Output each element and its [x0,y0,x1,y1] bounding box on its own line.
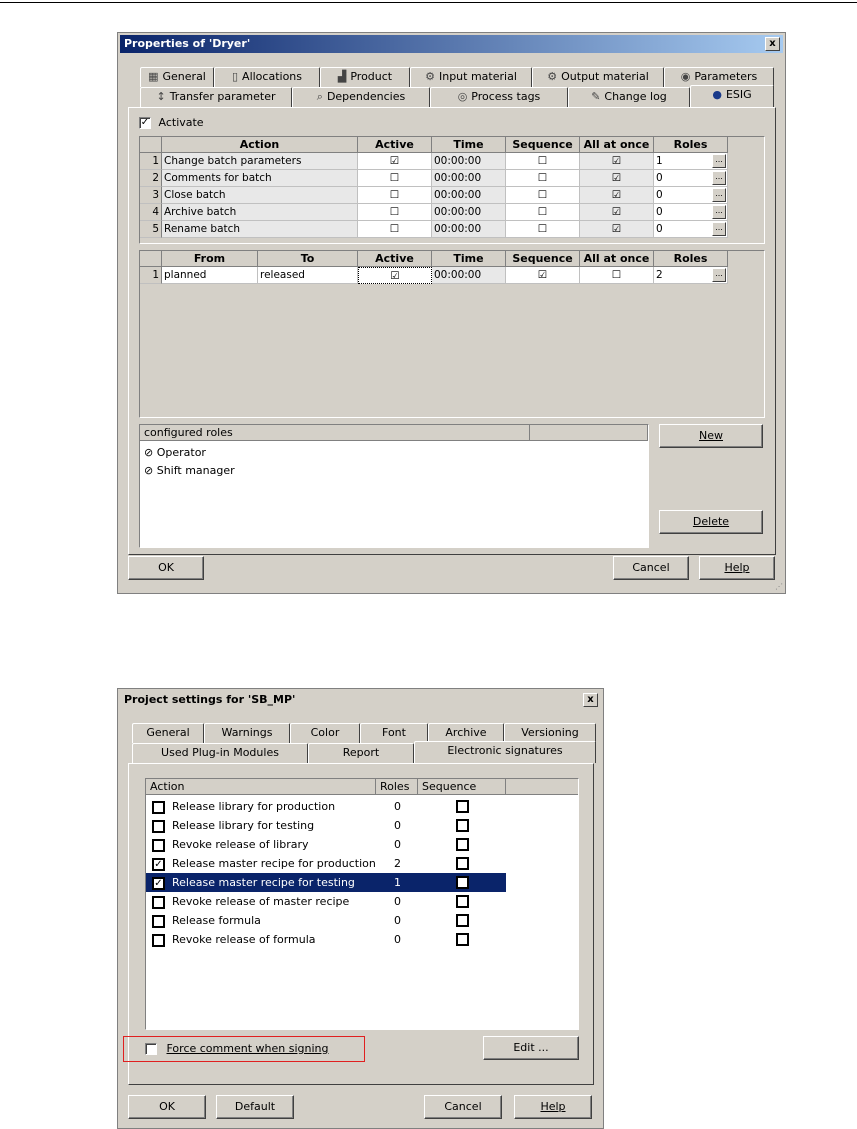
cell-action[interactable]: Comments for batch [162,170,358,187]
sequence-checkbox[interactable]: ☑ [537,269,548,281]
cell-action[interactable]: Rename batch [162,221,358,238]
dependencies-icon: ⌕ [316,90,323,103]
tab-allocations[interactable]: ▯ Allocations [214,67,320,87]
tab-report[interactable]: Report [308,743,414,763]
ok-button[interactable]: OK [128,556,204,580]
cell-active[interactable] [358,153,432,170]
header-from: From [162,251,258,267]
new-button[interactable]: New [659,424,763,448]
role-icon: ⊘ [144,464,157,477]
active-checkbox[interactable]: ☐ [389,189,400,201]
list-item[interactable]: ⊘ Operator [144,446,206,459]
grid-corner [140,137,162,153]
roles-value: 0 [394,800,401,813]
sequence-checkbox[interactable]: ☐ [537,155,548,167]
output-material-icon: ⚙ [547,70,558,83]
row-number: 3 [140,187,162,204]
header-time: Time [432,251,506,267]
cell-roles[interactable] [654,221,728,238]
active-checkbox[interactable]: ☐ [389,223,400,235]
action-label: Release library for production [172,800,336,813]
action-checkbox[interactable] [152,915,165,928]
default-button[interactable]: Default [216,1095,294,1119]
cell-roles[interactable] [654,153,728,170]
all-at-once-checkbox[interactable]: ☑ [611,189,622,201]
header-action: Action [146,779,376,795]
configured-roles-list[interactable] [139,424,649,548]
help-button[interactable]: Help [514,1095,592,1119]
row-number: 2 [140,170,162,187]
roles-value: 1 [394,876,401,889]
cell-action[interactable]: Close batch [162,187,358,204]
cell-from[interactable]: planned [162,267,258,284]
resize-grip-icon[interactable]: ⋰ [775,582,783,591]
cell-all-at-once[interactable] [580,267,654,284]
cell-action[interactable]: Archive batch [162,204,358,221]
grid-corner [140,251,162,267]
action-checkbox[interactable]: ✓ [152,858,165,871]
activate-checkbox[interactable]: ✓ [140,117,150,128]
sequence-checkbox[interactable] [456,895,469,908]
tab-electronic-signatures[interactable]: Electronic signatures [414,741,596,763]
cell-time[interactable]: 00:00:00 [432,170,506,187]
action-label: Release formula [172,914,261,927]
header-sequence: Sequence [506,137,580,153]
cell-sequence[interactable] [506,204,580,221]
tab-general[interactable]: ▦ General [140,67,214,87]
header-roles: Roles [654,251,728,267]
cell-active[interactable] [358,267,432,284]
action-checkbox[interactable] [152,801,165,814]
cell-all-at-once[interactable] [580,204,654,221]
dialog-titlebar [120,691,601,709]
cell-time[interactable]: 00:00:00 [432,221,506,238]
all-at-once-checkbox[interactable]: ☑ [611,206,622,218]
tab-esig[interactable]: ● ESIG [690,85,774,107]
cell-time[interactable]: 00:00:00 [432,204,506,221]
cell-roles[interactable] [654,187,728,204]
list-item[interactable]: ⊘ Shift manager [144,464,235,477]
dialog-titlebar [120,35,783,53]
roles-value: 0 [656,223,663,235]
pencil-icon: ✎ [591,90,601,103]
cell-sequence[interactable] [506,221,580,238]
roles-value: 0 [394,933,401,946]
tab-input-material[interactable]: ⚙ Input material [410,67,532,87]
signature-actions-list[interactable] [145,778,579,1030]
force-comment-label: Force comment when signing [166,1042,329,1055]
sequence-checkbox[interactable] [456,819,469,832]
sequence-checkbox[interactable]: ☐ [537,223,548,235]
list-item[interactable] [146,797,506,816]
all-at-once-checkbox[interactable]: ☐ [611,269,622,281]
electronic-signatures-panel [128,763,594,1085]
header-to: To [258,251,358,267]
cell-roles[interactable] [654,204,728,221]
edit-button[interactable]: Edit ... [483,1036,579,1060]
tab-general[interactable]: General [132,723,204,743]
cell-all-at-once[interactable] [580,221,654,238]
roles-value: 0 [656,206,663,218]
sequence-checkbox[interactable] [456,914,469,927]
close-button[interactable]: x [583,693,598,707]
cell-active[interactable] [358,170,432,187]
list-item[interactable] [146,930,506,949]
process-tags-icon: ◎ [457,90,468,103]
roles-browse-button[interactable]: ... [712,205,726,219]
tab-archive[interactable]: Archive [428,723,504,743]
tab-warnings[interactable]: Warnings [204,723,290,743]
tab-product[interactable]: ▟ Product [320,67,410,87]
dialog-title: Project settings for 'SB_MP' [124,693,296,706]
cancel-button[interactable]: Cancel [424,1095,502,1119]
roles-value: 0 [394,914,401,927]
force-comment-checkbox[interactable] [145,1043,157,1055]
list-item[interactable] [146,816,506,835]
action-checkbox[interactable] [152,839,165,852]
tab-change-log[interactable]: ✎ Change log [568,87,690,107]
action-label: Release master recipe for testing [172,876,355,889]
dialog-title: Properties of 'Dryer' [124,37,251,50]
header-empty [506,779,578,795]
cell-roles[interactable] [654,170,728,187]
allocations-icon: ▯ [231,70,239,83]
row-number: 5 [140,221,162,238]
tab-color[interactable]: Color [290,723,360,743]
cell-action[interactable]: Change batch parameters [162,153,358,170]
list-item[interactable] [146,892,506,911]
delete-button[interactable]: Delete [659,510,763,534]
tab-used-plugin-modules[interactable]: Used Plug-in Modules [132,743,308,763]
sequence-checkbox[interactable] [456,838,469,851]
header-all-at-once: All at once [580,137,654,153]
project-settings-dialog [117,688,604,1129]
action-checkbox[interactable]: ✓ [152,877,165,890]
roles-list-header-2 [530,425,648,441]
list-item[interactable] [146,854,506,873]
roles-value: 0 [394,838,401,851]
cell-time[interactable]: 00:00:00 [432,153,506,170]
cancel-button[interactable]: Cancel [613,556,689,580]
roles-value: 2 [394,857,401,870]
roles-value: 0 [656,172,663,184]
row-number: 1 [140,153,162,170]
all-at-once-checkbox[interactable]: ☑ [611,172,622,184]
sequence-checkbox[interactable] [456,876,469,889]
roles-value: 0 [394,819,401,832]
cell-active[interactable] [358,221,432,238]
ok-button[interactable]: OK [128,1095,206,1119]
roles-browse-button[interactable]: ... [712,188,726,202]
roles-browse-button[interactable]: ... [712,268,726,282]
cell-sequence[interactable] [506,170,580,187]
row-number: 1 [140,267,162,284]
activate-label: Activate [158,116,204,129]
roles-value: 1 [656,155,663,167]
cell-all-at-once[interactable] [580,153,654,170]
row-number: 4 [140,204,162,221]
header-active: Active [358,137,432,153]
all-at-once-checkbox[interactable]: ☑ [611,223,622,235]
close-button[interactable]: x [765,37,780,51]
help-button[interactable]: Help [699,556,775,580]
sequence-checkbox[interactable] [456,800,469,813]
tab-row-1 [140,67,770,87]
tab-output-material[interactable]: ⚙ Output material [532,67,664,87]
transitions-grid [139,250,765,418]
sequence-checkbox[interactable] [456,857,469,870]
cell-active[interactable] [358,187,432,204]
tab-font[interactable]: Font [360,723,428,743]
cell-sequence[interactable] [506,153,580,170]
cell-sequence[interactable] [506,187,580,204]
header-sequence: Sequence [418,779,506,795]
properties-dialog [117,32,786,594]
action-label: Release library for testing [172,819,315,832]
tab-versioning[interactable]: Versioning [504,723,596,743]
roles-value: 2 [656,269,663,281]
cell-active[interactable] [358,204,432,221]
cell-sequence[interactable] [506,267,580,284]
active-checkbox[interactable]: ☑ [390,270,400,282]
list-item[interactable] [146,835,506,854]
list-item-selected[interactable] [146,873,506,892]
activate-row[interactable] [139,116,204,129]
tab-dependencies[interactable]: ⌕ Dependencies [292,87,430,107]
roles-value: 0 [394,895,401,908]
tab-row-2 [140,87,770,107]
header-sequence: Sequence [506,251,580,267]
header-time: Time [432,137,506,153]
sequence-checkbox[interactable]: ☐ [537,206,548,218]
cell-to[interactable]: released [258,267,358,284]
action-label: Release master recipe for production [172,857,376,870]
header-active: Active [358,251,432,267]
role-icon: ⊘ [144,446,157,459]
tab-parameters[interactable]: ◉ Parameters [664,67,774,87]
action-checkbox[interactable] [152,820,165,833]
tab-transfer-parameter[interactable]: ↕ Transfer parameter [140,87,292,107]
general-icon: ▦ [148,70,159,83]
active-checkbox[interactable]: ☐ [389,206,400,218]
roles-list-header: configured roles [140,425,530,441]
action-label: Revoke release of library [172,838,309,851]
action-checkbox[interactable] [152,896,165,909]
tab-process-tags[interactable]: ◎ Process tags [430,87,568,107]
action-checkbox[interactable] [152,934,165,947]
parameters-icon: ◉ [680,70,691,83]
roles-browse-button[interactable]: ... [712,222,726,236]
actions-grid [139,136,765,244]
esig-panel [128,107,776,555]
header-action: Action [162,137,358,153]
cell-roles[interactable] [654,267,728,284]
action-label: Revoke release of master recipe [172,895,350,908]
sequence-checkbox[interactable]: ☐ [537,172,548,184]
product-icon: ▟ [337,70,347,83]
force-comment-row[interactable] [145,1042,328,1055]
esig-icon: ● [712,88,722,101]
cell-time[interactable]: 00:00:00 [432,267,506,284]
list-item[interactable] [146,911,506,930]
cell-time[interactable]: 00:00:00 [432,187,506,204]
header-roles: Roles [654,137,728,153]
roles-value: 0 [656,189,663,201]
tab-row-1 [132,723,602,743]
transfer-icon: ↕ [156,90,166,103]
action-label: Revoke release of formula [172,933,316,946]
sequence-checkbox[interactable] [456,933,469,946]
page-top-rule [0,2,857,3]
sequence-checkbox[interactable]: ☐ [537,189,548,201]
active-checkbox[interactable]: ☑ [389,155,400,167]
input-material-icon: ⚙ [425,70,435,83]
all-at-once-checkbox[interactable]: ☑ [611,155,622,167]
roles-browse-button[interactable]: ... [712,171,726,185]
header-all-at-once: All at once [580,251,654,267]
tab-row-2 [132,743,602,763]
roles-browse-button[interactable]: ... [712,154,726,168]
cell-all-at-once[interactable] [580,170,654,187]
header-roles: Roles [376,779,418,795]
cell-all-at-once[interactable] [580,187,654,204]
active-checkbox[interactable]: ☐ [389,172,400,184]
